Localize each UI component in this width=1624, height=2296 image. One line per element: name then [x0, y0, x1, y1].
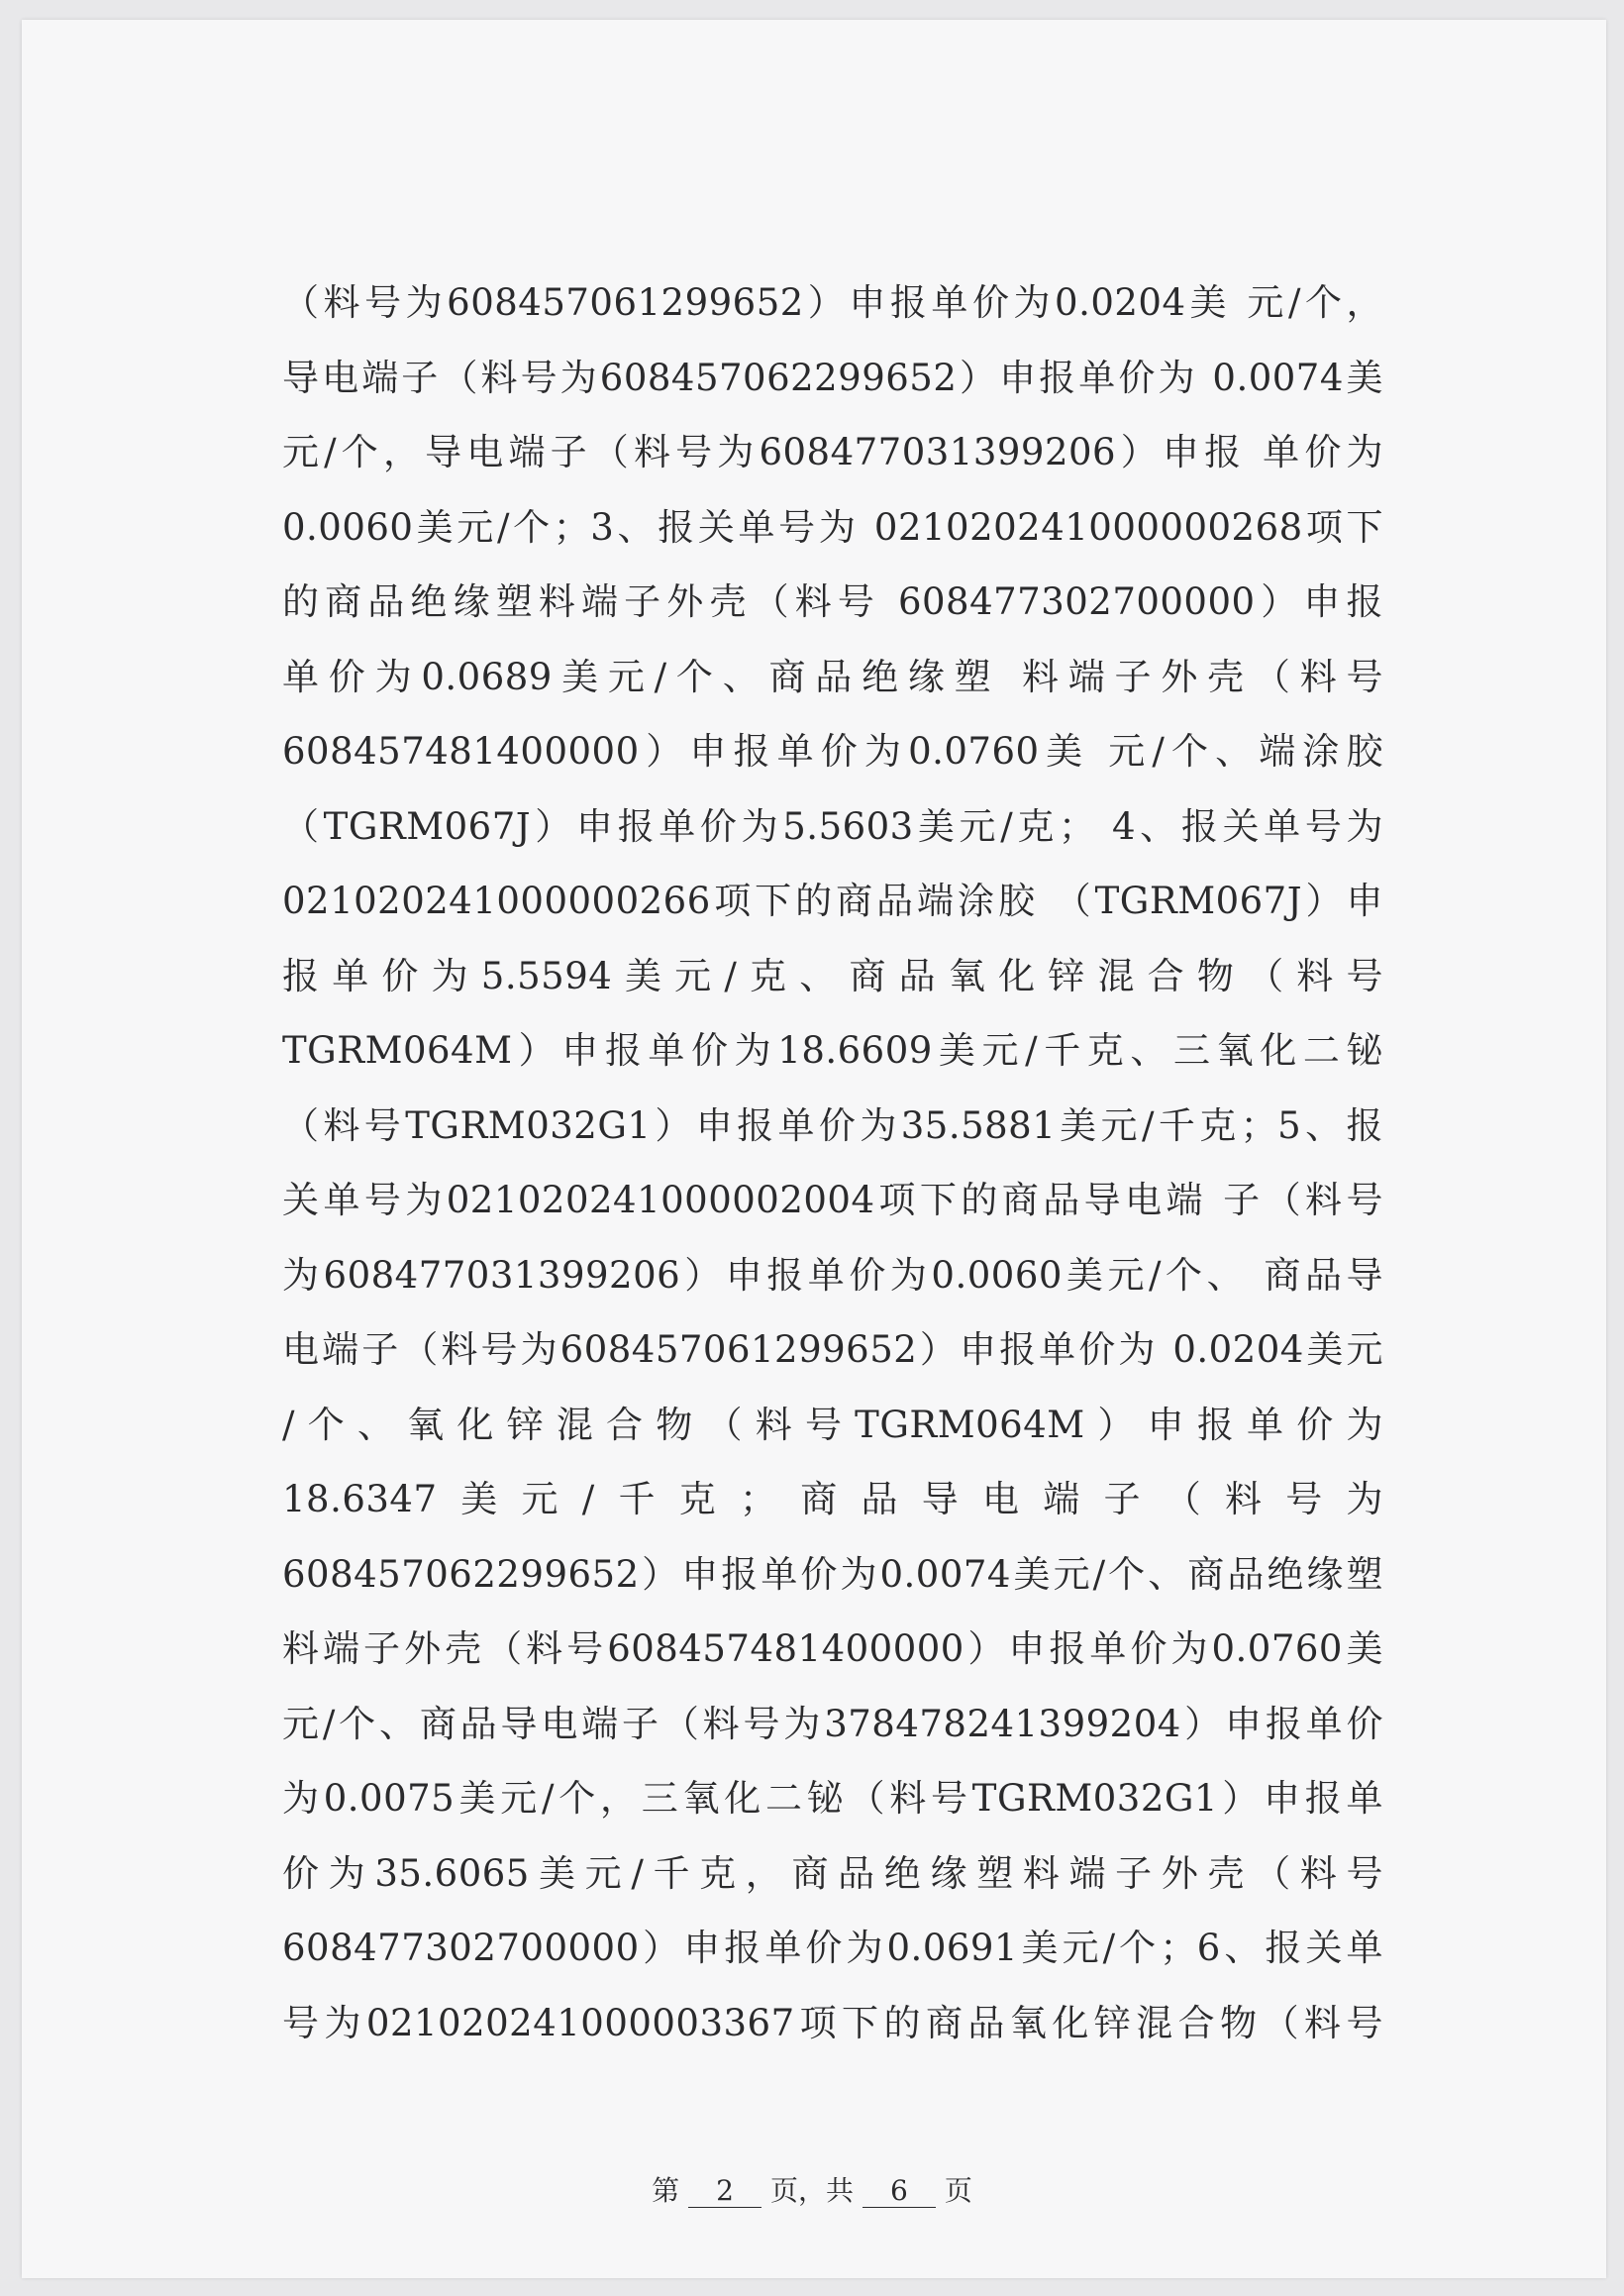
footer-middle: 页，共 [769, 2174, 854, 2207]
text-line: （料号TGRM032G1）申报单价为35.5881美元/千克；5、报 [282, 1103, 1383, 1147]
text-line: 的商品绝缘塑料端子外壳（料号 608477302700000）申报 [282, 580, 1383, 623]
text-line: 电端子（料号为608457061299652）申报单价为 0.0204美元 [282, 1328, 1383, 1371]
document-page [22, 20, 1606, 2278]
page-footer [0, 2169, 1624, 2209]
text-line: 为0.0075美元/个，三氧化二铋（料号TGRM032G1）申报单 [282, 1777, 1383, 1820]
total-pages-number: 6 [863, 2176, 936, 2208]
text-line: 号为021020241000003367项下的商品氧化锌混合物（料号 [282, 2001, 1383, 2044]
text-line: 关单号为021020241000002004项下的商品导电端 子（料号 [282, 1179, 1383, 1221]
text-line: 18.6347美元/千克；商品导电端子（料号为 [282, 1478, 1383, 1520]
text-line: （TGRM067J）申报单价为5.5603美元/克； 4、报关单号为 [282, 804, 1383, 848]
text-line: 021020241000000266项下的商品端涂胶 （TGRM067J）申 [282, 880, 1383, 922]
text-line: 0.0060美元/个；3、报关单号为 021020241000000268项下 [282, 505, 1383, 549]
footer-suffix: 页 [944, 2174, 972, 2207]
text-line: 报单价为5.5594美元/克、商品氧化锌混合物（料号 [282, 954, 1383, 997]
current-page-number: 2 [688, 2176, 761, 2208]
text-line: 料端子外壳（料号608457481400000）申报单价为0.0760美 [282, 1627, 1383, 1670]
text-line: 608457062299652）申报单价为0.0074美元/个、商品绝缘塑 [282, 1552, 1383, 1596]
footer-prefix: 第 [652, 2174, 680, 2207]
text-line: /个、氧化锌混合物（料号TGRM064M）申报单价为 [282, 1403, 1383, 1446]
text-line: 元/个、商品导电端子（料号为378478241399204）申报单价 [282, 1702, 1383, 1745]
text-line: 608457481400000）申报单价为0.0760美 元/个、端涂胶 [282, 730, 1383, 773]
text-line: 为608477031399206）申报单价为0.0060美元/个、 商品导 [282, 1253, 1383, 1297]
text-line: （料号为608457061299652）申报单价为0.0204美 元/个， [282, 281, 1383, 324]
text-line: 价为35.6065美元/千克，商品绝缘塑料端子外壳（料号 [282, 1851, 1383, 1895]
text-line: 元/个，导电端子（料号为608477031399206）申报 单价为 [282, 431, 1383, 473]
text-line: 单价为0.0689美元/个、商品绝缘塑 料端子外壳（料号 [282, 655, 1383, 698]
document-body [282, 265, 1383, 2060]
text-line: 导电端子（料号为608457062299652）申报单价为 0.0074美 [282, 356, 1383, 399]
text-line: TGRM064M）申报单价为18.6609美元/千克、三氧化二铋 [282, 1029, 1383, 1072]
text-line: 608477302700000）申报单价为0.0691美元/个；6、报关单 [282, 1927, 1383, 1969]
